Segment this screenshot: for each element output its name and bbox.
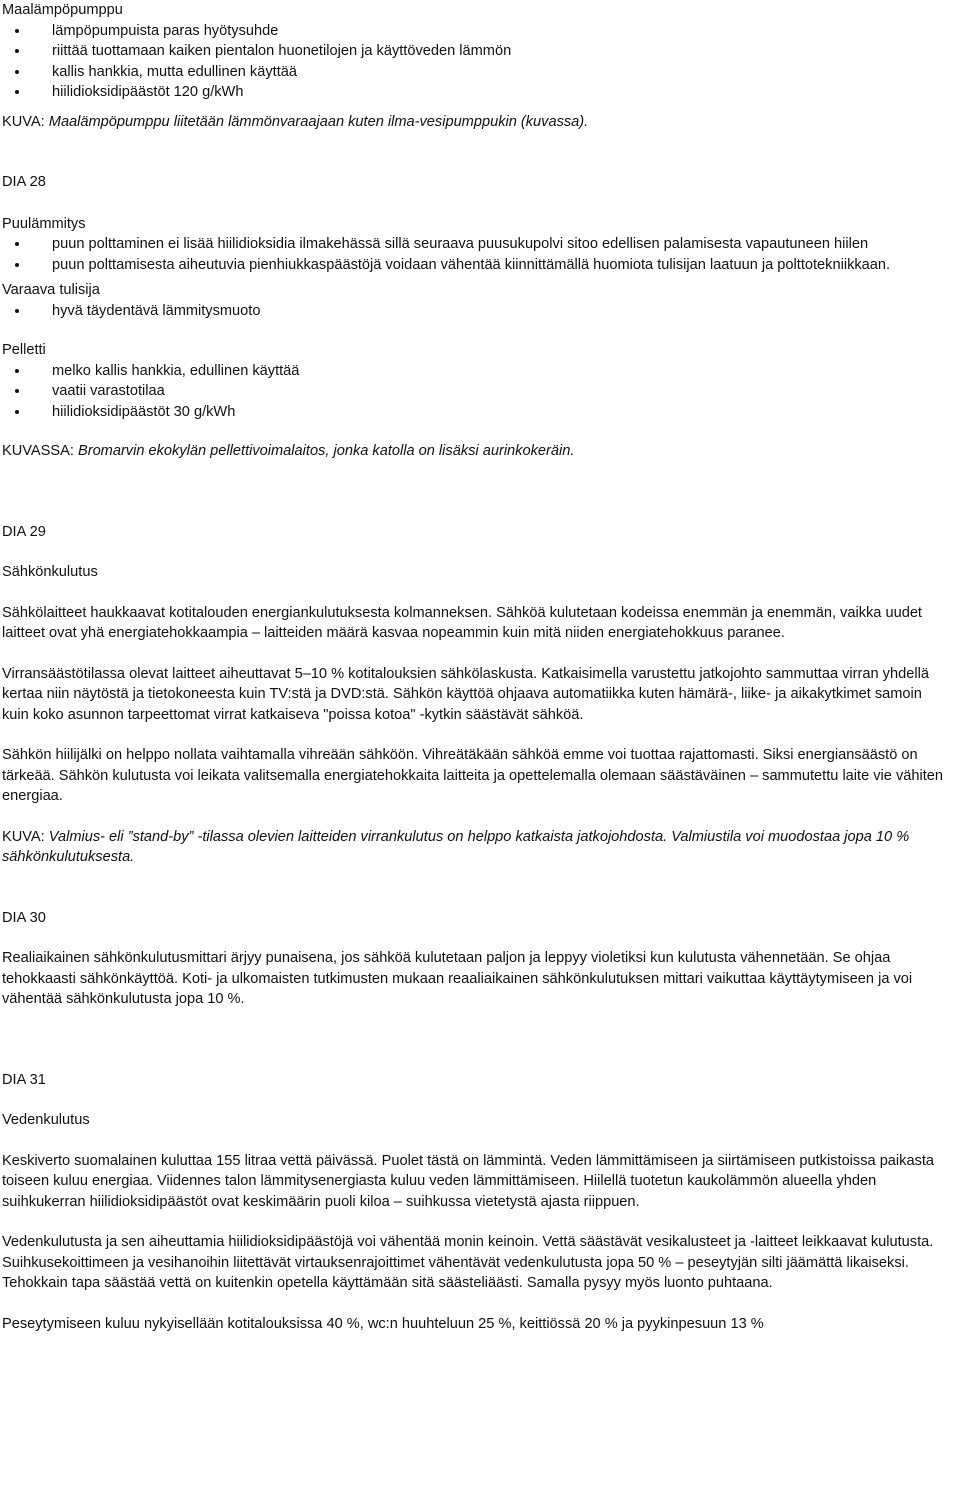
pellet-heading: Pelletti [2, 342, 46, 358]
bullet-icon [15, 70, 19, 74]
list-item: hiilidioksidipäästöt 30 g/kWh [2, 402, 960, 423]
list-item: puun polttaminen ei lisää hiilidioksidia ilmakehässä sillä seuraava puusukupolvi sitoo edellisen palamisesta vapautuneen hiilen [2, 234, 950, 255]
water-heading: Vedenkulutus [2, 1112, 90, 1128]
electricity-paragraph-1: Sähkölaitteet haukkaavat kotitalouden energiankulutuksesta kolmanneksen. Sähköä kulutetaan kodeissa enemmän ja enemmän, vaikka uudet laitteet ovat yhä energiatehokkaampia – laitteiden määrä kasvaa nopeammin kuin mitä niiden energiatehokkuus paranee. [2, 604, 922, 641]
dia-30-label: DIA 30 [2, 909, 46, 926]
bullet-icon [15, 369, 19, 373]
list-item: hyvä täydentävä lämmitysmuoto [2, 301, 960, 322]
pellet-caption: KUVASSA: Bromarvin ekokylän pellettivoimalaitos, jonka katolla on lisäksi aurinkokeräin. [2, 443, 575, 459]
wood-heating-list [2, 234, 960, 275]
list-item: melko kallis hankkia, edullinen käyttää [2, 361, 960, 382]
stove-list [2, 301, 960, 322]
list-item: puun polttamisesta aiheutuvia pienhiukkaspäästöjä voidaan vähentää kiinnittämällä huomiota tulisijan laatuun ja polttotekniikkaan. [2, 255, 950, 276]
pellet-list [2, 361, 960, 423]
dia-28-label: DIA 28 [2, 174, 46, 190]
list-item: riittää tuottamaan kaiken pientalon huonetilojen ja käyttöveden lämmön [2, 41, 960, 62]
dia-29-label: DIA 29 [2, 523, 46, 540]
electricity-paragraph-2: Virransäästötilassa olevat laitteet aiheuttavat 5–10 % kotitalouksien sähkölaskusta. Katkaisimella varustettu jatkojohto sammuttaa virran yhdellä kertaa niin näytöstä ja tietokoneesta kuin TV:stä ja DVD:stä. Sähkön käyttöä ohjaava automatiikka kuten hämärä-, liike- ja aikakytkimet samoin kuin koko asunnon tarpeettomat virrat katkaiseva "poissa kotoa" -kytkin säästävät sähköä. [2, 665, 929, 723]
electricity-paragraph-3: Sähkön hiilijälki on helppo nollata vaihtamalla vihreään sähköön. Vihreätäkään sähköä emme voi tuottaa rajattomasti. Siksi energiansäästö on tärkeää. Sähkön kulutusta voi leikata valitsemalla energiatehokkaita laitteita ja opettelemalla olemaan säästäväinen – sammutettu laite vie vähiten energiaa. [2, 747, 944, 804]
bullet-icon [15, 410, 19, 414]
water-paragraph-2: Vedenkulutusta ja sen aiheuttamia hiilidioksidipäästöjä voi vähentää monin keinoin. Vettä säästävät vesikalusteet ja -laitteet leikkaavat kulutusta. Suihkusekoittimeen ja vesihanoihin liitettävät virtauksenrajoittimet vähentävät vedenkulutusta jopa 50 % – peseytyjän silti jäämättä likaiseksi. Tehokkain tapa säästää vettä on kuitenkin opetella käyttämään sitä säästeliäästi. Samalla pysyy myös luonto puhtaana. [2, 1234, 934, 1291]
heat-pump-caption: KUVA: Maalämpöpumppu liitetään lämmönvaraajaan kuten ilma-vesipumppukin (kuvassa). [2, 113, 589, 130]
dia-31-label: DIA 31 [2, 1071, 46, 1088]
bullet-icon [15, 242, 19, 246]
bullet-icon [15, 29, 19, 33]
list-item: lämpöpumpuista paras hyötysuhde [2, 21, 960, 42]
list-item: vaatii varastotilaa [2, 381, 960, 402]
standby-caption: KUVA: Valmius- eli ”stand-by” -tilassa olevien laitteiden virrankulutus on helppo katkaista jatkojohdosta. Valmiustila voi muodostaa jopa 10 % sähkönkulutuksesta. [2, 828, 910, 865]
wood-heating-heading: Puulämmitys [2, 215, 86, 232]
electricity-heading: Sähkönkulutus [2, 564, 98, 580]
heat-pump-heading: Maalämpöpumppu [2, 2, 123, 18]
water-paragraph-3: Peseytymiseen kuluu nykyisellään kotitalouksissa 40 %, wc:n huuhteluun 25 %, keittiössä 20 % ja pyykinpesuun 13 % [2, 1315, 764, 1332]
bullet-icon [15, 389, 19, 393]
stove-heading: Varaava tulisija [2, 282, 100, 298]
bullet-icon [15, 309, 19, 313]
bullet-icon [15, 263, 19, 267]
bullet-icon [15, 49, 19, 53]
heat-pump-list [2, 21, 960, 103]
list-item: hiilidioksidipäästöt 120 g/kWh [2, 82, 960, 103]
water-paragraph-1: Keskiverto suomalainen kuluttaa 155 litraa vettä päivässä. Puolet tästä on lämmintä. Veden lämmittämiseen ja siirtämiseen putkistoissa paikasta toiseen kuluu energiaa. Viidennes talon lämmitysenergiasta kuluu veden lämmittämiseen. Hiilellä tuotetun kaukolämmön alueella yhden suihkukerran hiilidioksidipäästöt ovat keskimäärin puoli kiloa – suihkussa vietetystä ajasta riippuen. [2, 1152, 935, 1210]
list-item: kallis hankkia, mutta edullinen käyttää [2, 62, 960, 83]
meter-paragraph: Realiaikainen sähkönkulutusmittari ärjyy punaisena, jos sähköä kulutetaan paljon ja leppyy violetiksi kun kulutusta vähennetään. Se ohjaa tehokkaasti sähkönkäyttöä. Koti- ja ulkomaisten tutkimusten mukaan reaaliaikainen sähkönkulutuksen mittari vaikuttaa käyttäytymiseen ja voi vähentää sähkönkulutusta jopa 10 %. [2, 950, 913, 1007]
bullet-icon [15, 90, 19, 94]
